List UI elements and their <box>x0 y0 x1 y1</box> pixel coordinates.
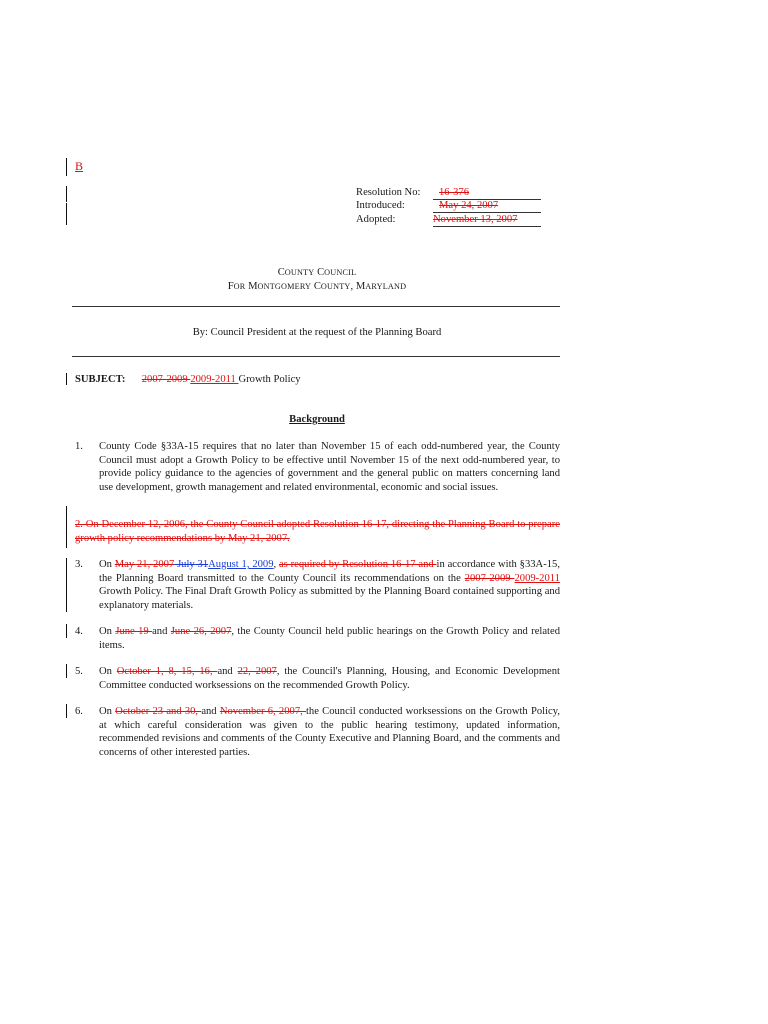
change-bar <box>66 506 67 548</box>
council-title-line2: FOR MONTGOMERY COUNTY, MARYLAND <box>227 281 407 292</box>
divider <box>72 356 560 357</box>
item-1-text: County Code §33A-15 requires that no later than November 15 of each odd-numbered year, the County Council must adopt a Growth Policy to be effective until November 15 of the next odd-numbered year, to provide policy guidance to the agencies of government and the general public on matters concerning land use development, growth management and related environmental, economic and social issues. <box>99 441 560 493</box>
item-6-text: On October 23 and 30, and November 6, 2007, the Council conducted worksessions on the Growth Policy, at which careful consideration was given to the public hearing testimony, updated information, recommended revisions and comments of the County Executive and Planning Board, and the comments and concerns of other interested parties. <box>99 706 560 758</box>
item-3-text: On May 21, 2007 July 31August 1, 2009, as required by Resolution 16-17 and in accordance with §33A-15, the Planning Board transmitted to the County Council its recommendations on the 2007-2009 2009-2011 Growth Policy. The Final Draft Growth Policy as submitted by the Planning Board contained supporting and explanatory materials. <box>99 559 560 611</box>
item-4-text: On June 19 and June 26, 2007, the County Council held public hearings on the Growth Policy and related items. <box>99 626 560 651</box>
subject-line <box>75 373 301 387</box>
resolution-no-value: 16-376 <box>439 187 470 198</box>
change-bar <box>66 664 67 678</box>
revision-mark: B <box>75 159 84 173</box>
introduced-label: Introduced: <box>356 200 405 211</box>
change-bar <box>66 624 67 638</box>
adopted-label: Adopted: <box>356 214 396 225</box>
change-bar <box>66 373 67 385</box>
divider <box>72 306 560 307</box>
change-bar <box>66 704 67 718</box>
change-bar <box>66 158 67 176</box>
subject-inserted: 2009-2011 <box>190 374 239 385</box>
resolution-no-label: Resolution No: <box>356 187 421 198</box>
introduced-value: May 24, 2007 <box>439 200 499 211</box>
item-number: 6. <box>75 706 83 717</box>
subject-label: SUBJECT: <box>75 374 126 385</box>
adopted-value: November 13, 2007 <box>433 214 518 225</box>
item-number: 1. <box>75 441 83 452</box>
by-line: By: Council President at the request of the Planning Board <box>192 327 442 338</box>
item-2-deleted: 2. On December 12, 2006, the County Council adopted Resolution 16-17, directing the Planning Board to prepare growth policy recommendations by May 21, 2007. <box>75 519 560 544</box>
item-number: 5. <box>75 666 83 677</box>
subject-text: Growth Policy <box>238 374 301 385</box>
subject-deleted: 2007-2009 <box>141 374 191 385</box>
change-bar <box>66 186 67 202</box>
item-number: 3. <box>75 559 83 570</box>
change-bar <box>66 203 67 225</box>
background-heading: Background <box>289 414 345 425</box>
change-bar <box>66 558 67 612</box>
item-number: 4. <box>75 626 83 637</box>
item-5-text: On October 1, 8, 15, 16, and 22, 2007, the Council's Planning, Housing, and Economic Development Committee conducted worksessions on the recommended Growth Policy. <box>99 666 561 691</box>
council-title-line1: COUNTY COUNCIL <box>277 267 357 278</box>
